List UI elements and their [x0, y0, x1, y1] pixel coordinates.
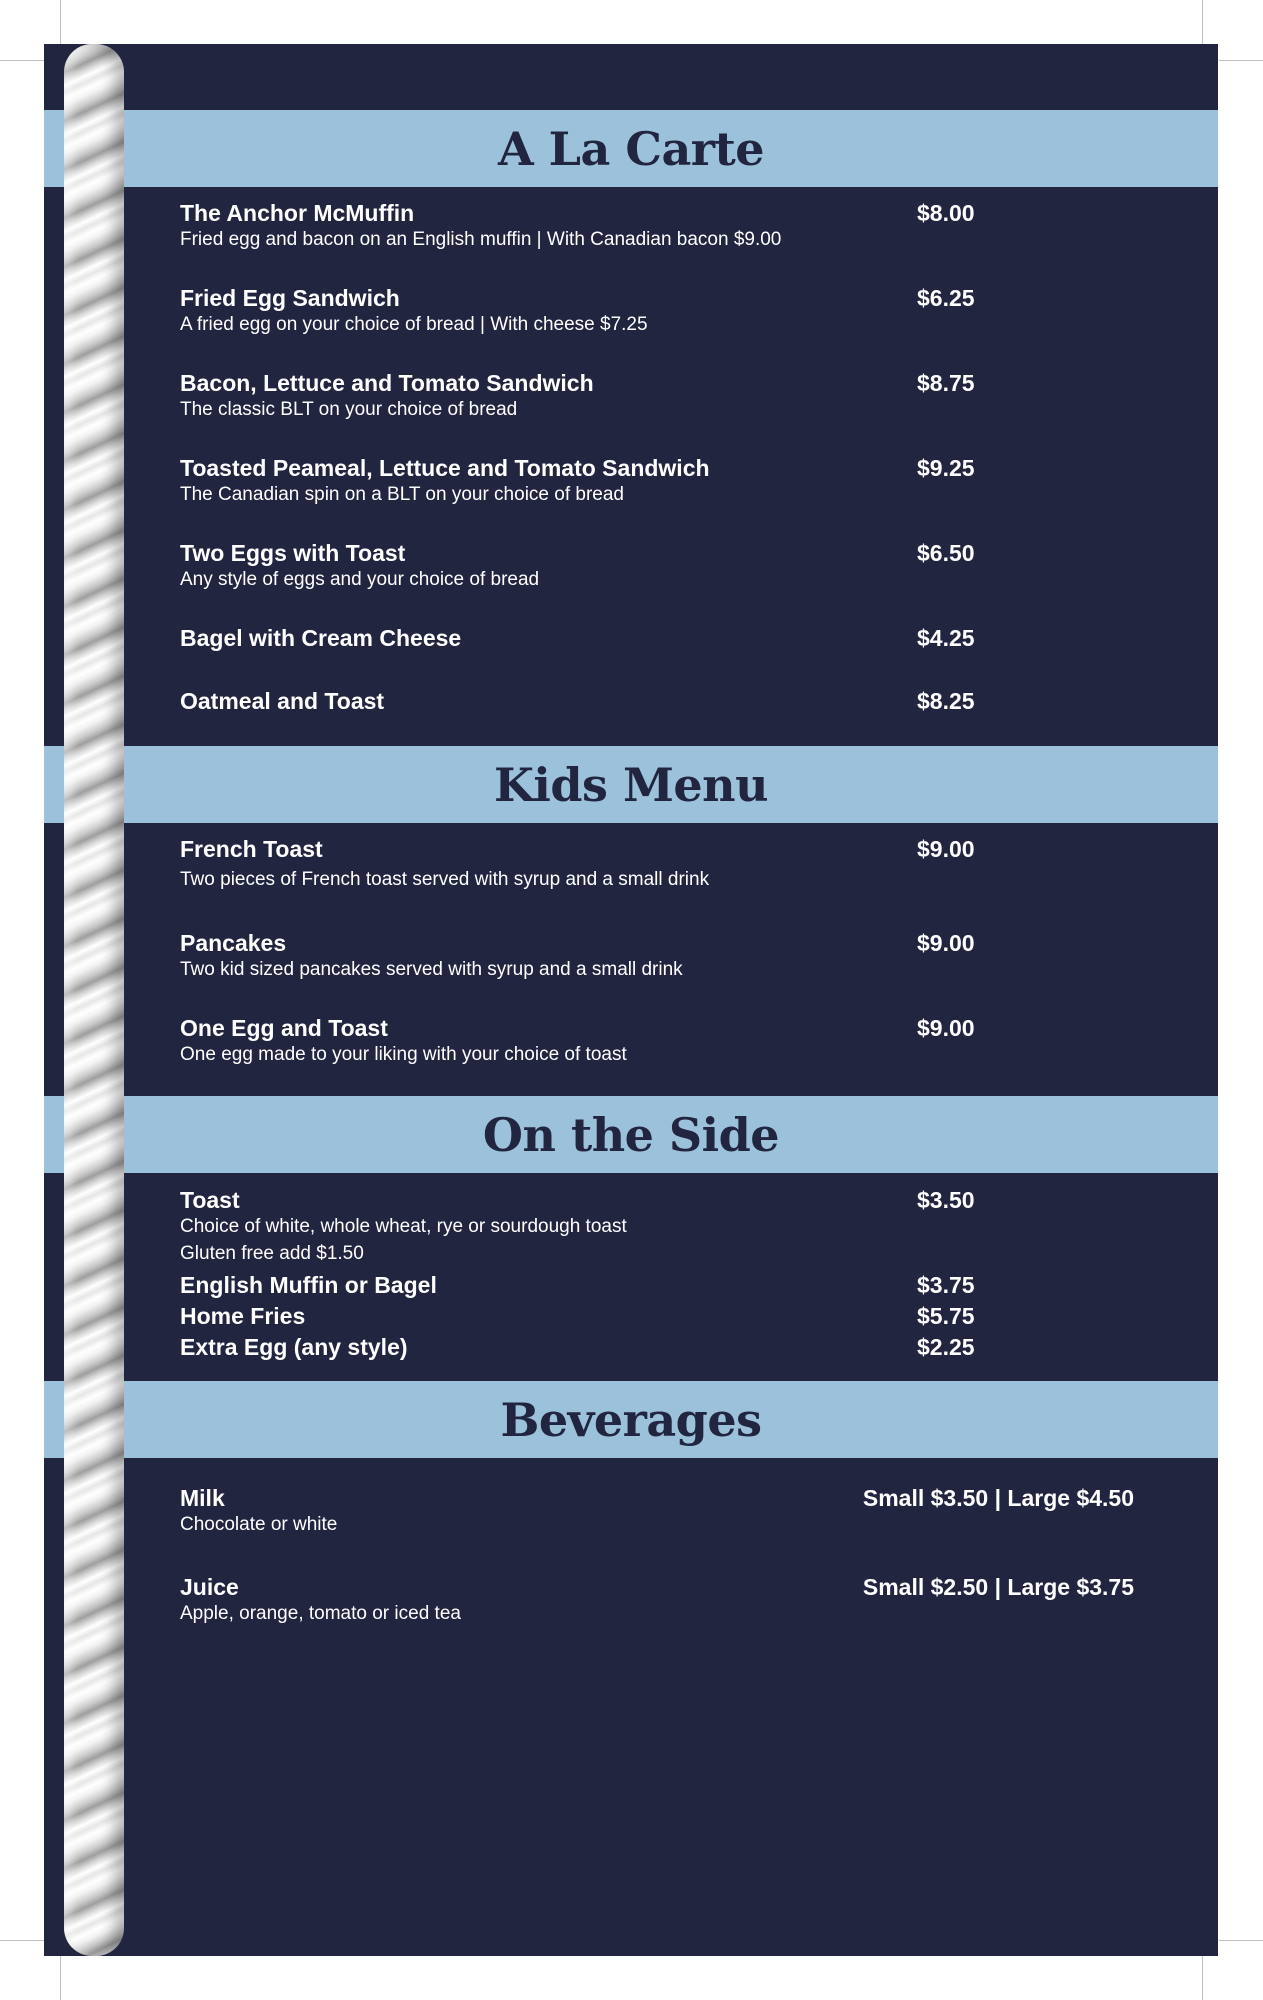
menu-item-name: Pancakes	[180, 930, 287, 956]
menu-page	[44, 44, 1218, 1956]
menu-item-description: Choice of white, whole wheat, rye or sourdough toast	[180, 1216, 627, 1237]
crop-mark	[1202, 0, 1203, 44]
menu-item-name: The Anchor McMuffin	[180, 200, 415, 226]
menu-item-name: Extra Egg (any style)	[180, 1334, 408, 1360]
menu-item-price: $8.75	[917, 370, 975, 396]
menu-item-price: $4.25	[917, 625, 975, 651]
menu-item-name: Bagel with Cream Cheese	[180, 625, 462, 651]
menu-item-price: $3.75	[917, 1272, 975, 1298]
section-title: A La Carte	[497, 121, 765, 176]
menu-item-description: Two pieces of French toast served with syrup and a small drink	[180, 869, 710, 890]
menu-item-name: French Toast	[180, 836, 323, 862]
crop-mark	[0, 60, 44, 61]
menu-item-description: The classic BLT on your choice of bread	[180, 399, 518, 420]
menu-item-price: $9.00	[917, 930, 975, 956]
menu-item-name: Bacon, Lettuce and Tomato Sandwich	[180, 370, 594, 396]
menu-item-name: Toasted Peameal, Lettuce and Tomato Sandwich	[180, 455, 710, 481]
menu-item-price: $6.25	[917, 285, 975, 311]
crop-mark	[1219, 60, 1263, 61]
menu-item-name: English Muffin or Bagel	[180, 1272, 437, 1298]
menu-item-description: A fried egg on your choice of bread | With cheese $7.25	[180, 314, 648, 335]
crop-mark	[60, 1956, 61, 2000]
menu-item-price: $9.00	[917, 1015, 975, 1041]
section-header-a-la-carte	[44, 110, 1218, 187]
menu-item-name: One Egg and Toast	[180, 1015, 388, 1041]
menu-item-name: Two Eggs with Toast	[180, 540, 406, 566]
menu-item-price: $6.50	[917, 540, 975, 566]
menu-item-description: Two kid sized pancakes served with syrup and a small drink	[180, 959, 683, 980]
menu-item-description: Fried egg and bacon on an English muffin | With Canadian bacon $9.00	[180, 229, 782, 250]
menu-item-description: Chocolate or white	[180, 1514, 338, 1535]
section-header-on-the-side	[44, 1096, 1218, 1173]
rope-border-decoration	[64, 44, 124, 1956]
crop-mark	[1202, 1956, 1203, 2000]
menu-item-note: Gluten free add $1.50	[180, 1243, 364, 1264]
menu-item-price: $9.25	[917, 455, 975, 481]
menu-item-price: $8.00	[917, 200, 975, 226]
menu-item-description: The Canadian spin on a BLT on your choice of bread	[180, 484, 624, 505]
menu-item-price: $5.75	[917, 1303, 975, 1329]
menu-item-name: Fried Egg Sandwich	[180, 285, 400, 311]
menu-item-name: Oatmeal and Toast	[180, 688, 385, 714]
menu-item-price: Small $2.50 | Large $3.75	[862, 1574, 1134, 1600]
crop-mark	[60, 0, 61, 44]
crop-mark	[1219, 1940, 1263, 1941]
menu-item-price: $2.25	[917, 1334, 975, 1360]
menu-item-name: Home Fries	[180, 1303, 306, 1329]
menu-item-description: Any style of eggs and your choice of bread	[180, 569, 540, 590]
menu-item-price: Small $3.50 | Large $4.50	[862, 1485, 1134, 1511]
menu-item-description: One egg made to your liking with your choice of toast	[180, 1044, 627, 1065]
menu-item-description: Apple, orange, tomato or iced tea	[180, 1603, 461, 1624]
section-title: On the Side	[482, 1107, 780, 1162]
section-header-kids-menu	[44, 746, 1218, 823]
menu-item-price: $9.00	[917, 836, 975, 862]
crop-mark	[0, 1940, 44, 1941]
menu-item-name: Juice	[180, 1574, 239, 1600]
section-header-beverages	[44, 1381, 1218, 1458]
section-title: Kids Menu	[493, 757, 769, 812]
section-title: Beverages	[500, 1392, 762, 1447]
menu-item-name: Milk	[180, 1485, 225, 1511]
menu-item-name: Toast	[180, 1187, 240, 1213]
menu-item-price: $8.25	[917, 688, 975, 714]
menu-item-price: $3.50	[917, 1187, 975, 1213]
